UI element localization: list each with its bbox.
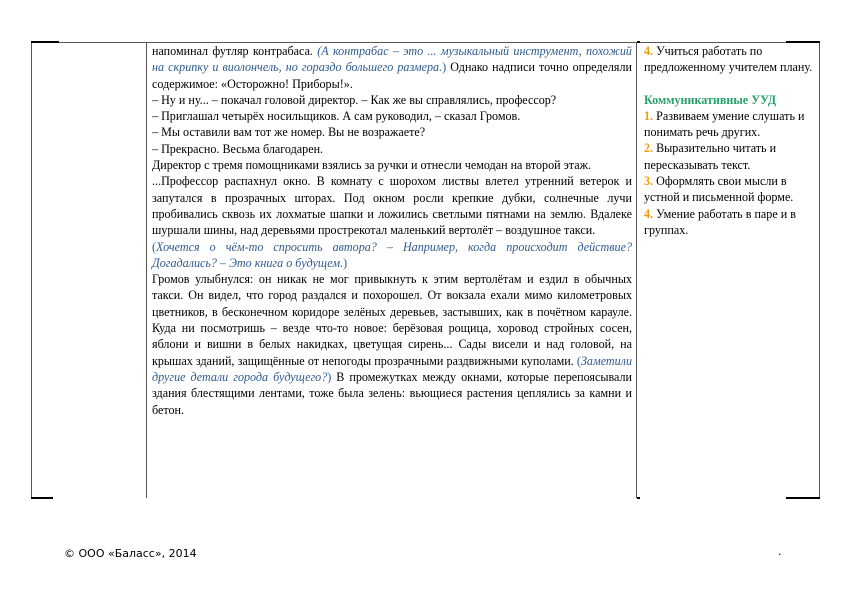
communicative-item-2: 2. Выразительно читать и пересказывать текст.	[644, 141, 777, 172]
bottom-right-mark	[786, 497, 820, 499]
dialogue-line-3: – Мы оставили вам тот же номер. Вы не возражаете?	[152, 125, 426, 140]
story-text-column	[152, 43, 632, 418]
dialogue-line-4: – Прекрасно. Весьма благодарен.	[152, 141, 324, 156]
details-question-note: Заметили другие детали города будущего?	[152, 353, 632, 384]
column-divider-2	[636, 42, 637, 498]
top-left-mark	[31, 41, 59, 43]
dialogue-line-1: – Ну и ну... – покачал головой директор. – Как же вы справлялись, профессор?	[152, 92, 557, 107]
footer-dot: .	[778, 545, 782, 558]
bottom-mid-mark	[637, 497, 640, 499]
paragraph-3: ...Профессор распахнул окно. В комнату с шорохом листвы влетел утренний ветерок и запутался в прозрачных шторах. Под окном росли крепкие дубки, солнечные лучи пробивались сквозь их лохматые шапки и ложились светлыми пятнами на землю. Вдалеке шуршали шины, над деревьями прострекотал маленький вертолёт – воздушное такси.	[152, 174, 632, 238]
table-right-border	[819, 42, 820, 498]
copyright-footer: © ООО «Баласс», 2014	[64, 547, 197, 560]
communicative-heading: Коммуникативные УУД	[644, 92, 777, 107]
table-left-border	[31, 42, 32, 498]
paragraph-1: напоминал футляр контрабаса. (А контрабас – это ... музыкальный инструмент, похожий на скрипку и виолончель, но гораздо большего размера.) Однако надписи точно определяли содержимое: «Осторожно! Приборы!».	[152, 44, 632, 91]
author-question-note: (А контрабас – это ... музыкальный инструмент, похожий на скрипку и виолончель, но гораздо большего размера.	[152, 44, 632, 75]
paragraph-4: Громов улыбнулся: он никак не мог привыкнуть к этим вертолётам и ездил в обычных такси. Он видел, что город раздался и похорошел. От вокзала ехали мимо километровых цветников, в бесконечном коридоре зелёных деревьев, застывших, как в почётном карауле. Куда ни посмотришь – везде что-то новое: берёзовая рощица, хоровод стройных сосен, яблони и вишни в белых накидках, цветущая сирень... Сады висели и над головой, на крышах зданий, защищённые от непогоды прозрачными раздвижными куполами. (Заметили другие детали города будущего?) В промежутках между окнами, которые перепоясывали здания блестящими лентами, тоже была зелень: вьющиеся растения цеплялись за камни и бетон.	[152, 272, 632, 417]
communicative-item-3: 3. Оформлять свои мысли в устной и письменной форме.	[644, 174, 794, 205]
communicative-item-1: 1. Развиваем умение слушать и понимать речь других.	[644, 108, 805, 140]
dialogue-line-2: – Приглашал четырёх носильщиков. А сам руководил, – сказал Громов.	[152, 109, 521, 124]
bottom-left-mark	[31, 497, 53, 499]
paragraph-2: Директор с тремя помощниками взялись за ручки и отнесли чемодан на второй этаж.	[152, 158, 591, 173]
question-note: (Хочется о чём-то спросить автора? – Например, когда происходит действие? Догадались? – Это книга о будущем.)	[152, 239, 632, 270]
learning-goals-column	[644, 43, 816, 238]
top-mid-mark	[637, 41, 640, 43]
column-divider-1	[146, 42, 147, 498]
goal-item-4: 4. Учиться работать по предложенному учителем плану.	[644, 44, 813, 75]
communicative-item-4: 4. Умение работать в паре и в группах.	[644, 206, 796, 237]
